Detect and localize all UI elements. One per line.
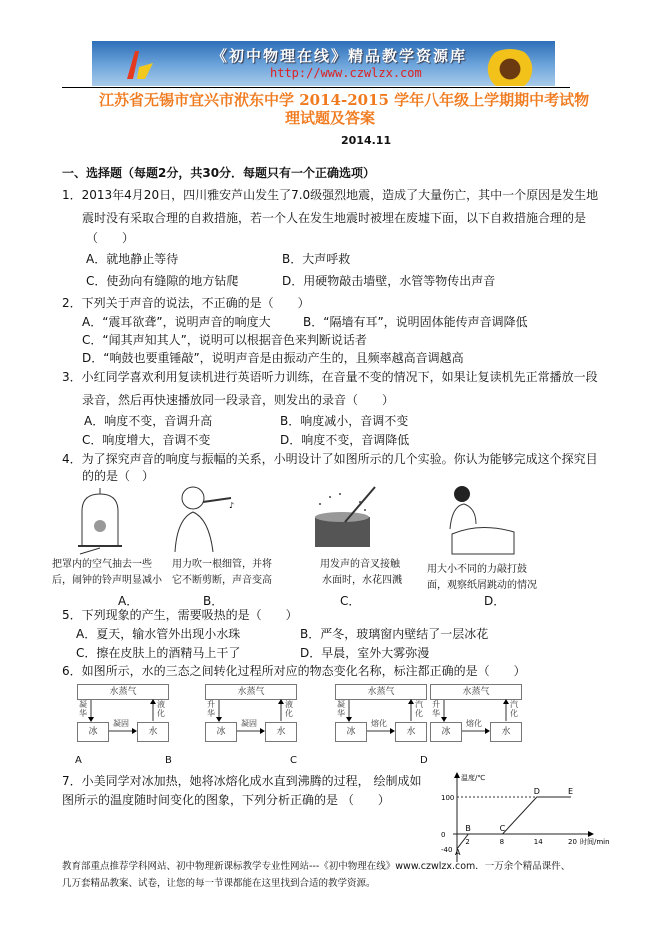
up-label: 汽化 [510,700,518,718]
water-box: 水 [490,722,522,742]
q3-option-a: A．响度不变，音调升高 [84,414,213,428]
q2-stem: 2．下列关于声音的说法，不正确的是（ ） [62,296,310,310]
section-heading: 一、选择题（每题2分，共30分．每题只有一个正确选项） [62,166,376,180]
drum-illustration [440,484,515,556]
q1-stem: 震时没有采取合理的自救措施，若一个人在发生地震时被埋在废墟下面，以下自救措施合理的是 [82,211,587,225]
down-label: 升华 [432,700,440,718]
x-tick-label: 14 [533,838,543,846]
q4-letter-b: B． [203,594,224,608]
banner-url[interactable]: http://www.czwlzx.com [270,66,422,80]
q6-letter: D [420,755,428,766]
point-label-c: C [499,824,506,833]
q6-letter: A [75,755,82,766]
x-tick-label: 20 [568,838,577,846]
water-box: 水 [395,722,427,742]
banner-title: 《初中物理在线》精品教学资源库 [212,47,468,65]
q7-stem: 7．小美同学对冰加热，她将冰熔化成水直到沸腾的过程， 绘制成如 [62,774,422,788]
q7-stem: 图所示的温度随时间变化的图象，下列分析正确的是 （ ） [62,793,390,807]
q4-caption-c: 用发声的音叉接触 [320,559,400,570]
y-tick-label: 0 [441,831,446,839]
water-box: 水 [265,722,297,742]
x-axis-arrow-icon [588,831,594,837]
up-label: 汽化 [415,700,423,718]
vapor-box: 水蒸气 [205,684,297,700]
page-title-cont: 理试题及答案 [285,109,376,127]
blowing-tube-illustration [165,484,240,554]
q4-stem: 的的是（ ） [82,469,155,483]
point-label-d: D [533,787,540,796]
q2-option-d: D．“响鼓也要重锤敲”，说明声音是由振动产生的，且频率越高音调越高 [82,351,464,365]
q4-letter-a: A． [118,594,139,608]
q3-option-c: C．响度增大，音调不变 [82,433,211,447]
q1-option-b: B．大声呼救 [282,252,351,266]
y-axis-label: 温度/℃ [461,774,486,782]
q4-caption-c: 水面时，水花四溅 [322,575,402,586]
q5-option-d: D．早晨，室外大雾弥漫 [300,646,430,660]
temperature-time-chart [430,770,610,865]
x-tick-label: 8 [499,838,505,846]
q3-option-d: D．响度不变，音调降低 [280,433,410,447]
ice-box: 冰 [77,722,109,742]
ice-box: 冰 [430,722,462,742]
footer-line: 几万套精品教案、试卷，让您的每一节课都能在这里找到合适的教学资源。 [62,878,376,889]
y-tick-label: -40 [441,845,453,854]
phase-diagram-d [430,684,522,742]
down-label: 凝华 [79,700,87,718]
ice-box: 冰 [205,722,237,742]
across-label: 熔化 [371,719,387,728]
svg-text:♪: ♪ [229,501,235,510]
ice-box: 冰 [335,722,367,742]
q2-option-b: B．“隔墙有耳”，说明固体能传声音调降低 [303,315,528,329]
q6-letter: B [165,755,172,766]
q5-option-b: B．严冬，玻璃窗内壁结了一层冰花 [300,627,489,641]
sunflower-image [483,49,537,86]
page-title: 江苏省无锡市宜兴市洑东中学 2014-2015 学年八年级上学期期中考试物 [99,91,590,109]
across-label: 熔化 [466,719,482,728]
q3-stem: 3．小红同学喜欢利用复读机进行英语听力训练，在音量不变的情况下，如果让复读机先正常播放一段 [62,370,598,384]
phase-diagram-b [205,684,297,742]
q4-letter-d: D． [484,594,506,608]
q1-option-c: C．使劲向有缝隙的地方钻爬 [86,274,239,288]
across-label: 凝固 [113,719,129,728]
q3-stem: 录音，然后再快速播放同一段录音，则发出的录音（ ） [82,393,395,407]
vapor-box: 水蒸气 [430,684,522,700]
phase-diagram-c [335,684,427,742]
y-axis-arrow-icon [454,772,460,778]
vapor-box: 水蒸气 [335,684,427,700]
q4-stem: 4．为了探究声音的响度与振幅的关系，小明设计了如图所示的几个实验。你认为能够完成这个探究目 [62,452,598,466]
down-label: 凝华 [337,700,345,718]
q4-letter-c: C． [340,594,361,608]
q6-stem: 6．如图所示，水的三态之间转化过程所对应的物态变化名称，标注都正确的是（ ） [62,664,526,678]
arrow-icon [430,684,522,742]
site-banner[interactable] [92,41,555,86]
q1-option-d: D．用硬物敲击墙壁，水管等物传出声音 [282,274,496,288]
point-label-b: B [465,824,471,833]
q2-option-a: A．“震耳欲聋”，说明声音的响度大 [82,315,271,329]
up-label: 液化 [285,700,293,718]
phase-diagram-a [77,684,169,742]
q3-option-b: B．响度减小，音调不变 [280,414,409,428]
q6-letter: C [290,755,297,766]
tuning-fork-water-illustration [305,482,385,552]
q4-caption-a: 后，闹钟的铃声明显减小 [52,575,162,586]
q5-stem: 5．下列现象的产生，需要吸热的是（ ） [62,608,298,622]
q5-option-c: C．擦在皮肤上的酒精马上干了 [76,646,241,660]
site-logo-icon [125,49,155,81]
up-label: 液化 [157,700,165,718]
x-axis-label: 时间/min [580,838,610,846]
down-label: 升华 [207,700,215,718]
temperature-line [457,797,571,849]
q1-stem: 1．2013年4月20日，四川雅安芦山发生了7.0级强烈地震，造成了大量伤亡，其中一个原因是发生地 [62,188,599,202]
q1-answer-blank: （ ） [86,231,135,245]
q2-option-c: C．“闻其声知其人”，说明可以根据音色来判断说话者 [82,333,367,347]
arrow-icon [335,684,427,742]
q4-caption-d: 面，观察纸屑跳动的情况 [427,580,537,591]
q4-caption-b: 用力吹一根细管，并将 [172,559,272,570]
bell-jar-illustration [70,486,130,556]
point-label-e: E [568,787,574,796]
q4-caption-a: 把罩内的空气抽去一些 [52,559,152,570]
point-label-a: A [455,847,461,857]
water-box: 水 [137,722,169,742]
header-divider [62,87,570,88]
q1-option-a: A．就地静止等待 [86,252,179,266]
vapor-box: 水蒸气 [77,684,169,700]
footer-line: 教育部重点推荐学科网站、初中物理新课标教学专业性网站---《初中物理在线》www.czwlzx.com．一万余个精品课件、 [62,861,571,872]
q4-caption-d: 用大小不同的力敲打鼓 [427,564,527,575]
q5-option-a: A．夏天，输水管外出现小水珠 [76,627,241,641]
arrow-icon [77,684,169,742]
x-tick-label: 2 [465,838,470,846]
q4-caption-b: 它不断剪断，声音变高 [172,575,272,586]
across-label: 凝固 [241,719,257,728]
exam-date: 2014.11 [341,134,392,147]
arrow-icon [205,684,297,742]
y-tick-label: 100 [441,794,455,802]
